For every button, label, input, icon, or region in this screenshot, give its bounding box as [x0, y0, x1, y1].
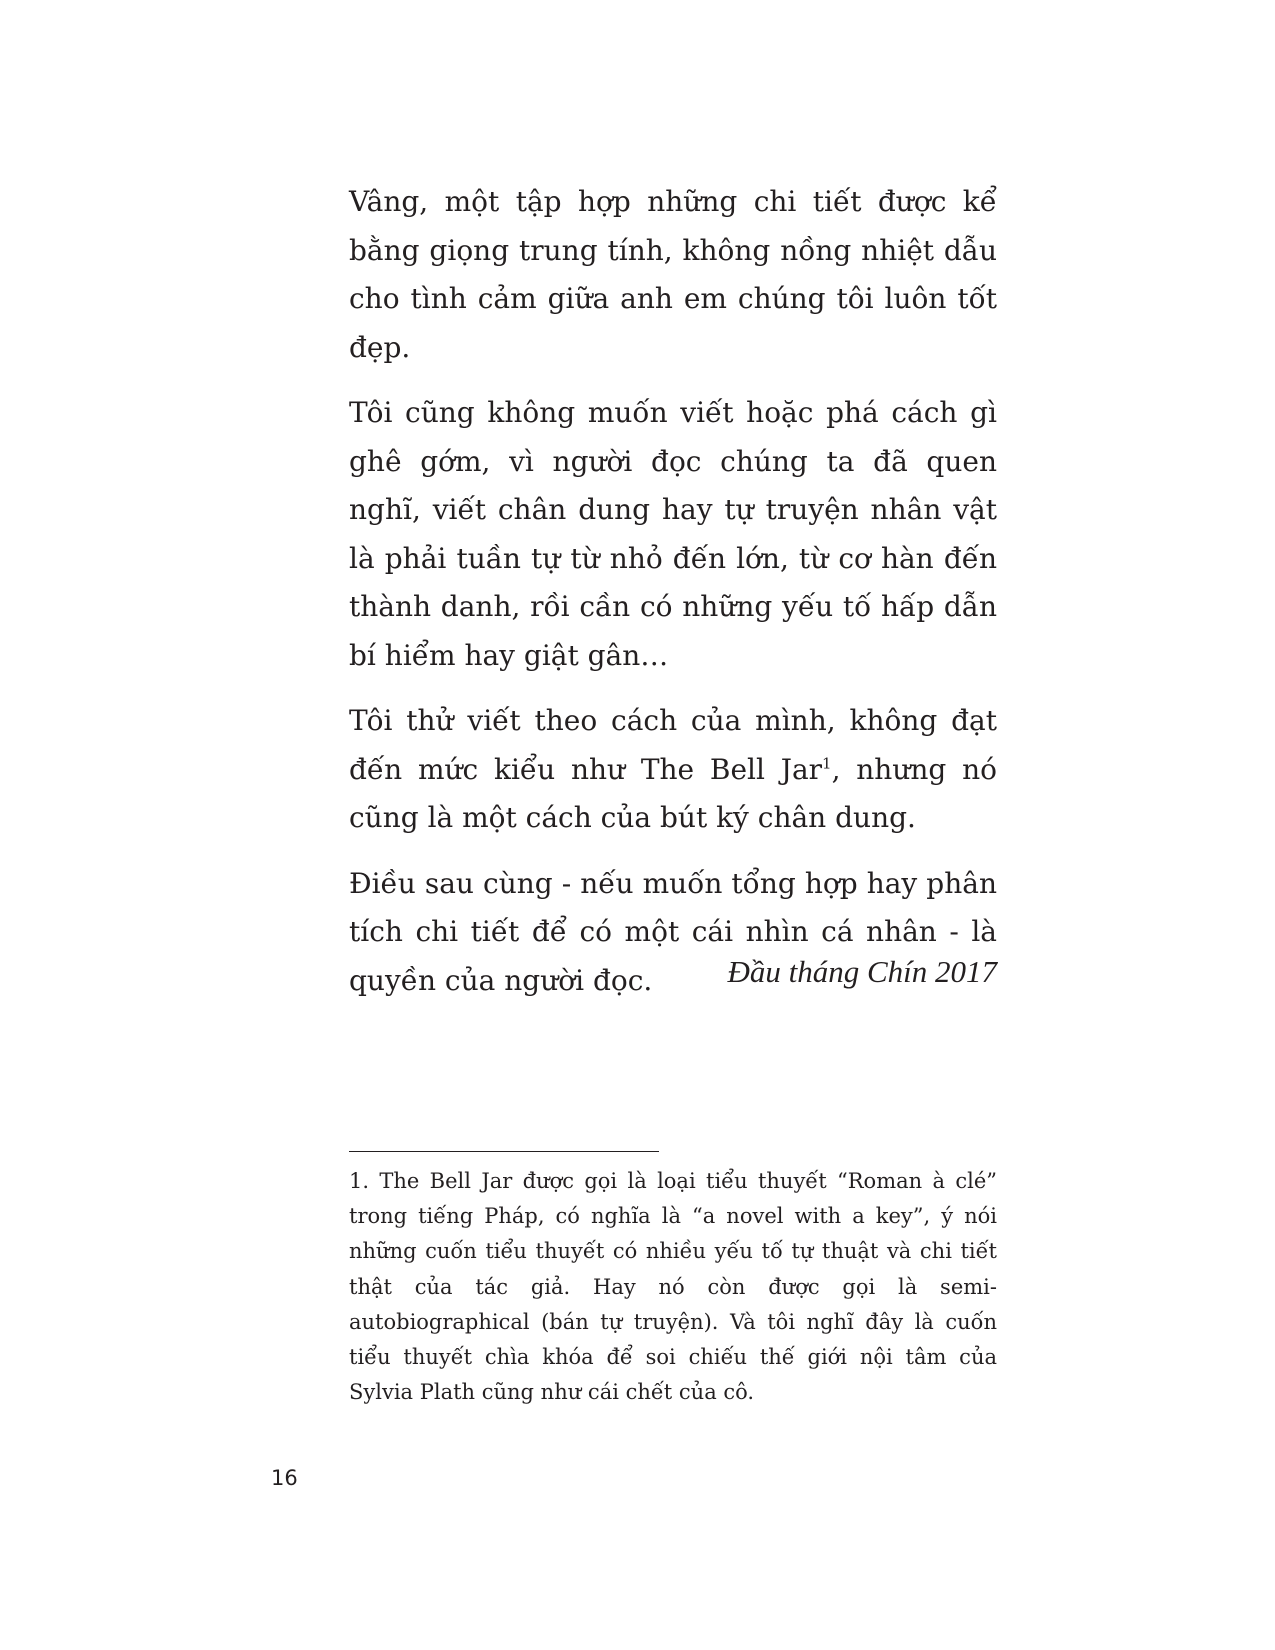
footnote-text: 1. The Bell Jar được gọi là loại tiểu thuyết “Roman à clé” trong tiếng Pháp, có nghĩa là “a novel with a key”, ý nói những cuốn tiểu thuyết có nhiều yếu tố tự thuật và chi tiết thật của tác giả. Hay nó còn được gọi là semi-autobiographical (bán tự truyện). Và tôi nghĩ đây là cuốn tiểu thuyết chìa khóa để soi chiếu thế giới nội tâm của Sylvia Plath cũng như cái chết của cô. — [349, 1169, 997, 1405]
paragraph-3-end: , nhưng nó cũng là một cách của bút ký chân dung. — [349, 752, 997, 834]
page-number: 16 — [271, 1466, 298, 1490]
date-signature: Đầu tháng Chín 2017 — [727, 954, 997, 989]
paragraph-3-start: Tôi thử viết theo cách của mình, không đạt đến mức kiểu như The Bell Jar — [349, 704, 997, 786]
paragraph-3 — [349, 697, 997, 843]
paragraph-2: Tôi cũng không muốn viết hoặc phá cách gì ghê gớm, vì người đọc chúng ta đã quen nghĩ, viết chân dung hay tự truyện nhân vật là phải tuần tự từ nhỏ đến lớn, từ cơ hàn đến thành danh, rồi cần có những yếu tố hấp dẫn bí hiểm hay giật gân… — [349, 396, 997, 672]
main-text — [349, 178, 997, 1022]
footnote-divider — [349, 1151, 659, 1152]
paragraph-4: Điều sau cùng - nếu muốn tổng hợp hay phân tích chi tiết để có một cái nhìn cá nhân - là quyền của người đọc. — [349, 866, 997, 997]
paragraph-1: Vâng, một tập hợp những chi tiết được kể bằng giọng trung tính, không nồng nhiệt dẫu cho tình cảm giữa anh em chúng tôi luôn tốt đẹp. — [349, 185, 997, 364]
footnote-reference: 1 — [822, 754, 832, 773]
